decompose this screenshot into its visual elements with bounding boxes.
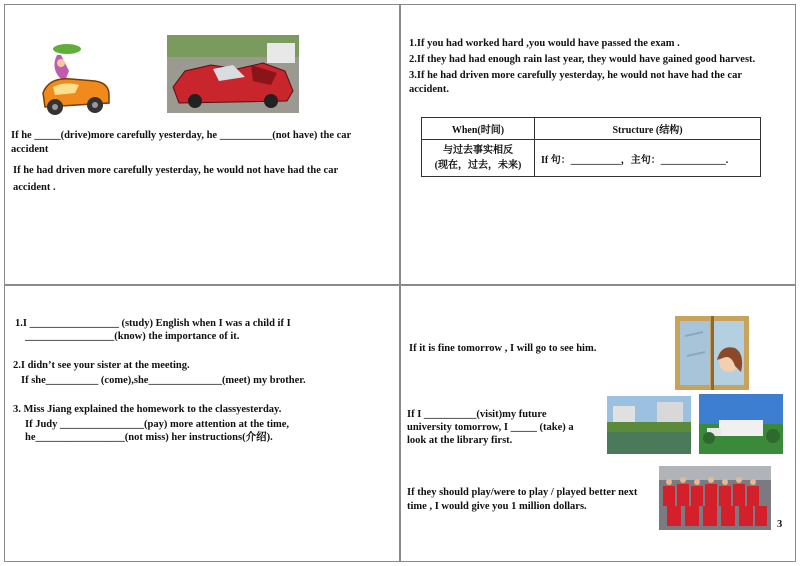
question-3-line-3: he_________________(not miss) her instructions(介绍).: [25, 432, 273, 443]
table-row: [422, 140, 761, 177]
exercise-play-better-line-2: time , I would give you 1 million dollars.: [407, 501, 587, 512]
exercise-sentence-with-blanks: If he _____(drive)more carefully yesterday, he __________(not have) the car accident: [11, 130, 352, 156]
example-sentence-2: 2.If they had had enough rain last year, they would have gained good harvest.: [409, 54, 756, 65]
example-sentence-fine-tomorrow: If it is fine tomorrow , I will go to see him.: [409, 343, 597, 354]
slide-panel-bottom-right: [400, 285, 796, 562]
question-3-line-1: 3. Miss Jiang explained the homework to the classyesterday.: [13, 404, 282, 415]
university-campus-photo: [699, 394, 783, 454]
question-3-line-2: If Judy ________________(pay) more attention at the time,: [25, 419, 290, 430]
table-header-row: [422, 118, 761, 140]
question-2-line-1: 2.I didn’t see your sister at the meeting.: [13, 360, 190, 371]
question-2-line-2: If she__________ (come),she______________(meet) my brother.: [21, 375, 306, 386]
football-team-photo: [659, 466, 771, 530]
question-1-line-1: 1.I _________________ (study) English when I was a child if I: [15, 318, 291, 329]
slide-panel-top-right: [400, 4, 796, 285]
example-sentence-1: 1.If you had worked hard ,you would have passed the exam .: [409, 38, 680, 49]
when-line-1: 与过去事实相反: [443, 145, 513, 156]
window-girl-image: [675, 316, 749, 390]
structure-table: [421, 117, 761, 177]
table-header-structure: Structure (结构): [535, 118, 761, 140]
table-header-when: When(时间): [422, 118, 535, 140]
slide-panel-top-left: [4, 4, 400, 285]
question-1-line-2: _________________(know) the importance of it.: [25, 331, 240, 342]
exercise-play-better-line-1: If they should play/were to play / played better next: [407, 487, 638, 498]
table-cell-structure: If 句：__________，主句：_____________.: [535, 140, 761, 177]
table-cell-when: [422, 140, 535, 177]
exercise-visit-line-2: university tomorrow, I _____ (take) a: [407, 422, 574, 433]
example-sentence-3: 3.If he had driven more carefully yesterday, he would not have had the car accident.: [409, 70, 742, 96]
exercise-answer-sentence: If he had driven more carefully yesterday, he would not have had the car accident .: [13, 165, 338, 193]
exercise-visit-line-1: If I __________(visit)my future: [407, 409, 547, 420]
slide-panel-bottom-left: [4, 285, 400, 562]
university-lake-photo: [607, 396, 691, 454]
when-line-2: (现在，过去，未来): [434, 160, 522, 171]
car-accident-photo: [167, 35, 299, 113]
exercise-visit-line-3: look at the library first.: [407, 435, 513, 446]
page-number: 3: [777, 519, 783, 530]
cartoon-car-image: [35, 37, 115, 119]
